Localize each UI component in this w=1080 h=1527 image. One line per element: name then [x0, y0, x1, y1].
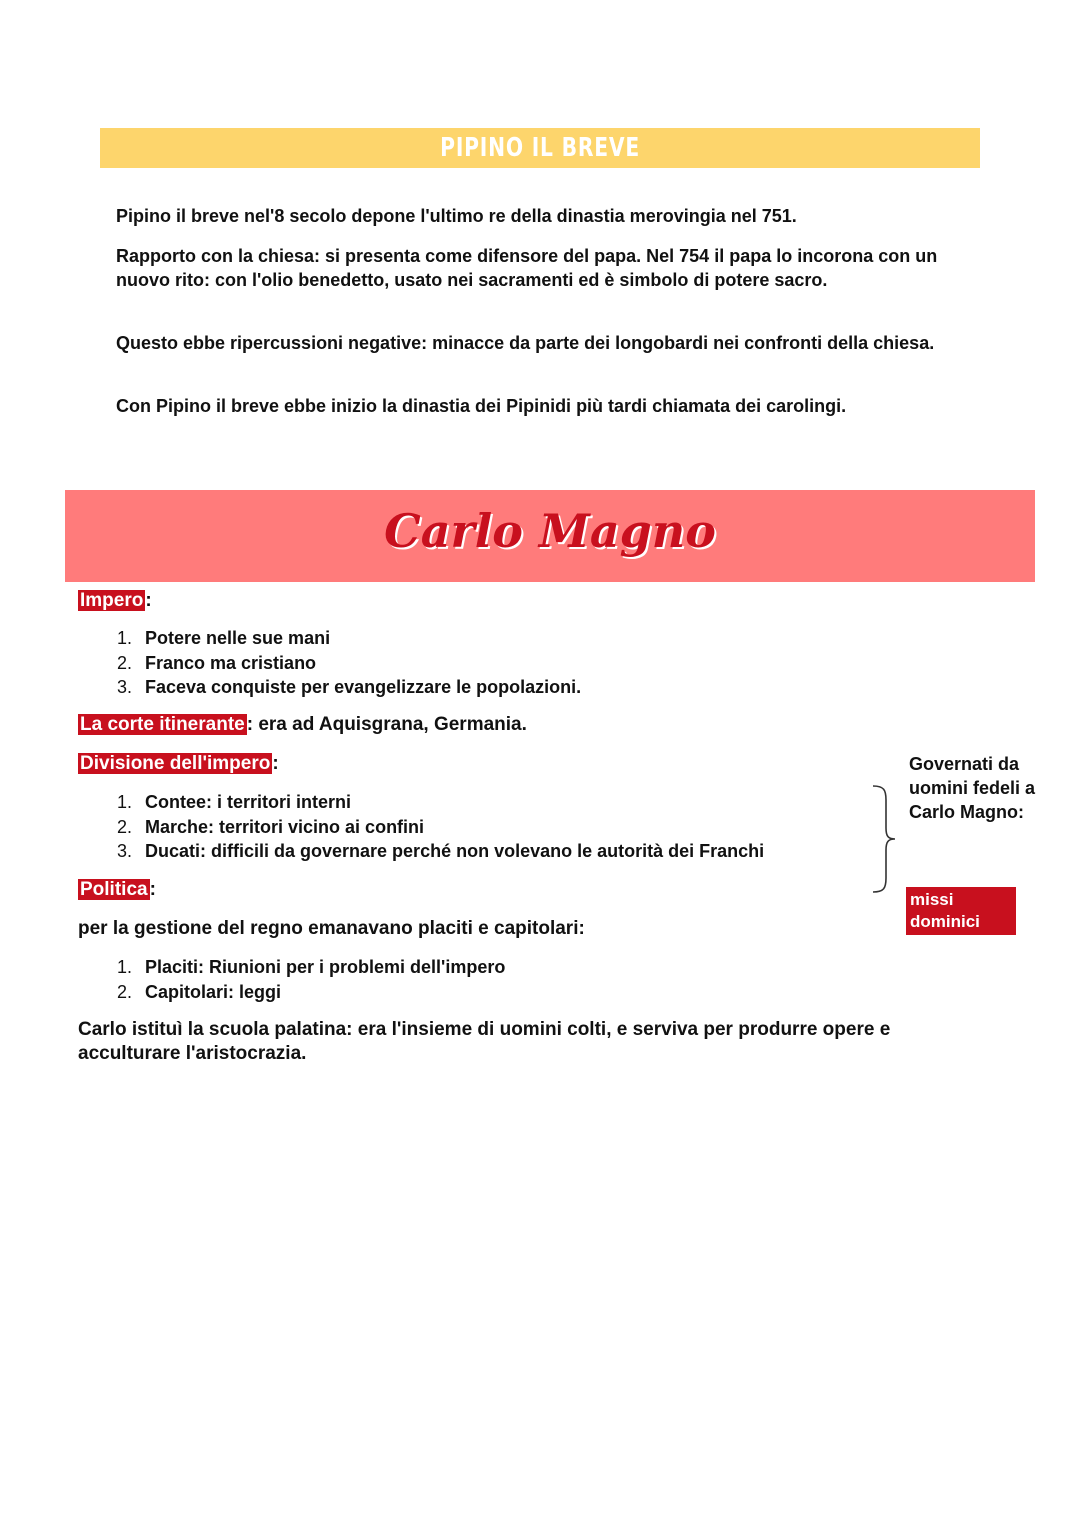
corte-label: La corte itinerante — [80, 714, 245, 735]
impero-list — [110, 626, 581, 700]
politica-list — [110, 955, 505, 1004]
list-item: 3. Ducati: difficili da governare perché non volevano le autorità dei Franchi — [116, 841, 765, 861]
list-item: 2. Capitolari: leggi — [116, 981, 282, 1002]
scuola-paragraph: Carlo istituì la scuola palatina: era l'insieme di uomini colti, e serviva per produrre opere e acculturare l'aristocrazia. — [78, 1019, 891, 1064]
curly-brace-icon — [870, 784, 898, 894]
divisione-label: Divisione dell'impero — [80, 753, 271, 774]
carlo-title-banner — [65, 490, 1035, 582]
divisione-heading: Divisione dell'impero : — [80, 753, 279, 774]
list-item: 1. Potere nelle sue mani — [116, 628, 331, 648]
politica-label: Politica — [80, 879, 148, 900]
pipino-title: PIPINO IL BREVE — [440, 133, 640, 163]
list-item: 2. Marche: territori vicino ai confini — [116, 816, 425, 837]
missi-dominici-badge: missi dominici — [906, 887, 1016, 935]
corte-line — [78, 713, 527, 737]
list-item: 1. Placiti: Riunioni per i problemi dell'impero — [116, 957, 506, 977]
impero-heading: Impero : — [80, 590, 152, 611]
list-item: 3. Faceva conquiste per evangelizzare le popolazioni. — [116, 677, 582, 697]
impero-label: Impero — [80, 590, 144, 611]
carlo-title: Carlo Magno — [384, 504, 716, 558]
divisione-list — [110, 790, 764, 864]
politica-intro: per la gestione del regno emanavano placiti e capitolari: — [78, 918, 585, 939]
list-item: 1. Contee: i territori interni — [116, 792, 352, 812]
side-note-text: Governati da uomini fedeli a Carlo Magno: — [909, 754, 1036, 822]
pipino-paragraph-2: Rapporto con la chiesa: si presenta come difensore del papa. Nel 754 il papa lo incorona con un nuovo rito: con l'olio benedetto, usato nei sacramenti ed è simbolo di potere sacro. — [116, 246, 938, 290]
pipino-paragraph-4: Con Pipino il breve ebbe inizio la dinastia dei Pipinidi più tardi chiamata dei carolingi. — [116, 396, 847, 416]
list-item: 2. Franco ma cristiano — [116, 652, 317, 673]
politica-heading: Politica : — [80, 879, 156, 900]
pipino-paragraph-1: Pipino il breve nel'8 secolo depone l'ultimo re della dinastia merovingia nel 751. — [116, 206, 797, 226]
pipino-title-banner — [100, 128, 980, 168]
corte-text: : era ad Aquisgrana, Germania. — [246, 714, 527, 735]
pipino-paragraph-3: Questo ebbe ripercussioni negative: minacce da parte dei longobardi nei confronti della chiesa. — [116, 333, 935, 353]
